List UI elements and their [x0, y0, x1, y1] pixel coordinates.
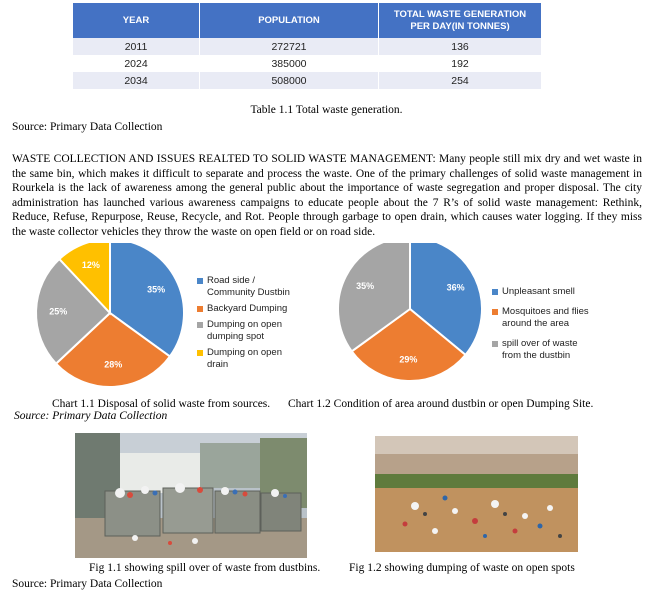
slice-label: 25%	[49, 306, 68, 317]
legend-label: Dumping on open	[207, 319, 282, 330]
legend-item	[502, 306, 589, 330]
source-note: Source: Primary Data Collection	[12, 578, 163, 590]
legend-label: Mosquitoes and flies	[502, 306, 589, 317]
slice-label: 28%	[104, 359, 123, 370]
body-paragraph: WASTE COLLECTION AND ISSUES REALTED TO SOLID WASTE MANAGEMENT: Many people still mix dry and wet waste in the same bin, which makes it difficult to separate and process the waste. One of the primary challenges of solid waste management in Rourkela is the lack of awareness among the general public about the importance of waste segregation and proper disposal. The city administration has launched various awareness campaigns to educate people about the 7 R’s of solid waste management: Rethink, Reduce, Refuse, Repurpose, Reuse, Recycle, and Rot. People through garbage to open drain, which causes water logging. If they miss the waste collector vehicles they throw the waste on open field or on road side.	[12, 153, 642, 238]
cell-year: 2034	[73, 72, 200, 89]
header-population: POPULATION	[200, 3, 379, 38]
legend-item	[207, 347, 282, 371]
photo-dustbins-spillover	[75, 433, 307, 558]
legend-label: from the dustbin	[502, 350, 571, 361]
legend-label: Road side /	[207, 275, 256, 286]
legend-swatch	[197, 322, 203, 328]
legend-item	[207, 319, 282, 343]
slice-label: 35%	[147, 284, 166, 295]
cell-population: 272721	[200, 38, 379, 55]
cell-year: 2024	[73, 55, 200, 72]
pie-chart-condition	[338, 243, 482, 381]
legend-label: Community Dustbin	[207, 287, 290, 298]
legend-label: Dumping on open	[207, 347, 282, 358]
table-row	[73, 38, 541, 55]
chart2-caption: Chart 1.2 Condition of area around dustbin or open Dumping Site.	[288, 398, 594, 410]
photo-open-dumping	[375, 436, 578, 552]
cell-population: 385000	[200, 55, 379, 72]
legend-item	[207, 275, 290, 299]
cell-year: 2011	[73, 38, 200, 55]
slice-label: 35%	[356, 281, 375, 292]
legend-swatch	[492, 341, 498, 347]
chart1-caption: Chart 1.1 Disposal of solid waste from sources.	[52, 398, 271, 410]
source-note: Source: Primary Data Collection	[14, 410, 168, 422]
legend-label: spill over of waste	[502, 338, 578, 349]
legend-swatch	[197, 278, 203, 284]
legend-item	[502, 286, 575, 298]
legend-swatch	[197, 306, 203, 312]
legend-label: around the area	[502, 318, 570, 329]
header-year: YEAR	[73, 3, 200, 38]
legend-swatch	[492, 309, 498, 315]
cell-waste: 254	[379, 72, 542, 89]
table-row	[73, 72, 541, 89]
cell-waste: 136	[379, 38, 542, 55]
header-waste: TOTAL WASTE GENERATION PER DAY(IN TONNES)	[379, 3, 542, 38]
legend-item	[207, 303, 287, 315]
slice-label: 29%	[399, 354, 418, 365]
slice-label: 12%	[81, 259, 100, 270]
legend-label: dumping spot	[207, 331, 265, 342]
cell-waste: 192	[379, 55, 542, 72]
cell-population: 508000	[200, 72, 379, 89]
pie-chart-disposal	[36, 243, 184, 387]
legend-label: drain	[207, 359, 229, 370]
slice-label: 36%	[446, 282, 465, 293]
table-caption: Table 1.1 Total waste generation.	[250, 104, 403, 116]
legend-swatch	[492, 289, 498, 295]
legend-label: Backyard Dumping	[207, 303, 288, 314]
legend-swatch	[197, 350, 203, 356]
legend-label: Unpleasant smell	[502, 286, 575, 297]
source-note: Source: Primary Data Collection	[12, 121, 163, 133]
fig1-caption: Fig 1.1 showing spill over of waste from dustbins.	[89, 562, 321, 574]
waste-generation-table	[73, 3, 541, 89]
fig2-caption: Fig 1.2 showing dumping of waste on open spots	[349, 562, 575, 574]
table-row	[73, 55, 541, 72]
legend-item	[502, 338, 578, 362]
